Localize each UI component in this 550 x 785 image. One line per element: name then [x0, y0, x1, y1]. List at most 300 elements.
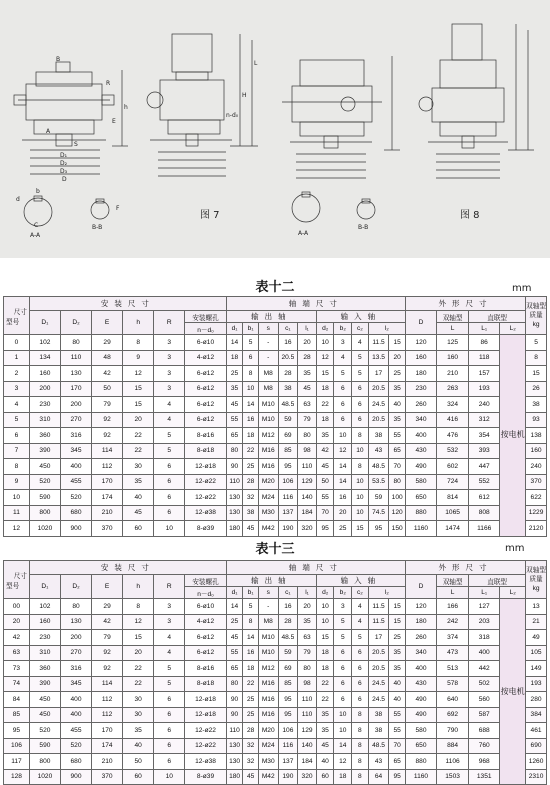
value-cell: 118	[469, 350, 500, 366]
value-cell: 14	[334, 474, 352, 490]
value-cell: 490	[405, 692, 436, 708]
dim-d2: D₂	[60, 160, 68, 167]
value-cell: 85	[278, 676, 298, 692]
value-cell: 137	[278, 505, 298, 521]
value-cell: 3	[334, 335, 352, 351]
value-cell: 38	[526, 397, 547, 413]
value-cell: M42	[258, 769, 278, 785]
value-cell: 13	[526, 599, 547, 615]
value-cell: 884	[437, 738, 469, 754]
value-cell: 640	[437, 692, 469, 708]
value-cell: 95	[278, 707, 298, 723]
value-cell: 180	[405, 366, 436, 382]
dim-r: R	[106, 80, 111, 87]
value-cell: 20	[123, 412, 154, 428]
value-cell: 130	[226, 754, 243, 770]
value-cell: 1474	[437, 521, 469, 537]
value-cell: 560	[469, 692, 500, 708]
value-cell: M16	[258, 676, 278, 692]
value-cell: 370	[92, 521, 123, 537]
value-cell: 74.5	[368, 505, 389, 521]
value-cell: 55	[226, 645, 243, 661]
value-cell: 5	[334, 630, 352, 646]
value-cell: 160	[437, 350, 469, 366]
value-cell: 242	[437, 614, 469, 630]
value-cell: 320	[298, 769, 317, 785]
value-cell: 35	[389, 645, 406, 661]
header-outer-d: D	[405, 311, 436, 335]
value-cell: 520	[29, 474, 60, 490]
table-row	[4, 505, 547, 521]
value-cell: 240	[469, 397, 500, 413]
value-cell: 400	[60, 692, 91, 708]
value-cell: 70	[389, 459, 406, 475]
value-cell: 20	[389, 350, 406, 366]
header-l2: L₂	[500, 587, 526, 599]
model-cell: 73	[4, 661, 30, 677]
header-install: 安装尺寸	[29, 297, 226, 311]
section-bb-label-2: B-B	[358, 224, 369, 231]
value-cell: 513	[437, 661, 469, 677]
value-cell: 25	[226, 366, 243, 382]
header-sub-d2: d₂	[316, 323, 334, 335]
value-cell: 8	[526, 350, 547, 366]
value-cell: 10	[352, 490, 369, 506]
value-cell: 6	[334, 692, 352, 708]
value-cell: 3	[154, 614, 185, 630]
value-cell: 1260	[526, 754, 547, 770]
value-cell: 790	[437, 723, 469, 739]
header-outer-d: D	[405, 575, 436, 599]
value-cell: 20.5	[368, 412, 389, 428]
value-cell: 18	[334, 769, 352, 785]
value-cell: 260	[405, 397, 436, 413]
value-cell: 6	[352, 692, 369, 708]
value-cell: 138	[526, 428, 547, 444]
model-cell: 8	[4, 459, 30, 475]
value-cell: 38	[368, 428, 389, 444]
value-cell: 79	[298, 412, 317, 428]
value-cell: 170	[92, 474, 123, 490]
value-cell: 6	[154, 707, 185, 723]
value-cell: 32	[243, 490, 259, 506]
table-13-title: 表十三	[255, 542, 295, 557]
table-12-title: 表十二	[255, 280, 295, 295]
value-cell: 43	[368, 443, 389, 459]
value-cell: 40	[123, 738, 154, 754]
value-cell: 12	[334, 443, 352, 459]
dim-a: A	[46, 128, 51, 135]
value-cell: 20	[298, 335, 317, 351]
value-cell: 6-ø12	[185, 381, 227, 397]
value-cell: 180	[226, 521, 243, 537]
value-cell: 90	[226, 692, 243, 708]
value-cell: 69	[278, 428, 298, 444]
value-cell: 193	[526, 676, 547, 692]
header-d2: D₂	[60, 311, 91, 335]
value-cell: 120	[389, 505, 406, 521]
value-cell: 112	[92, 707, 123, 723]
header-direct: 直联型	[469, 311, 526, 323]
value-cell: 18	[243, 661, 259, 677]
value-cell: 110	[298, 459, 317, 475]
value-cell: 8	[123, 599, 154, 615]
value-cell: 80	[298, 428, 317, 444]
value-cell: 16	[243, 412, 259, 428]
value-cell: 6	[154, 738, 185, 754]
section-aa-label-2: A-A	[298, 230, 309, 237]
value-cell: 590	[29, 738, 60, 754]
value-cell: 160	[29, 614, 60, 630]
value-cell: 1351	[469, 769, 500, 785]
value-cell: 40	[389, 676, 406, 692]
model-cell: 63	[4, 645, 30, 661]
value-cell: 650	[405, 490, 436, 506]
value-cell: 80	[60, 335, 91, 351]
value-cell: 800	[29, 754, 60, 770]
value-cell: M20	[258, 474, 278, 490]
value-cell: 240	[526, 459, 547, 475]
value-cell: 12-ø22	[185, 490, 227, 506]
table-row	[4, 599, 547, 615]
value-cell: 174	[92, 738, 123, 754]
drawing-fig8-direct-motor	[419, 24, 534, 178]
value-cell: M10	[258, 645, 278, 661]
value-cell: 6	[154, 754, 185, 770]
value-cell: 80	[60, 599, 91, 615]
header-sub-d2: d₂	[316, 587, 334, 599]
value-cell: 110	[60, 350, 91, 366]
table-row	[4, 412, 547, 428]
header-n-d0: n－d₀	[185, 323, 227, 335]
value-cell: 312	[469, 412, 500, 428]
value-cell: 3	[154, 350, 185, 366]
value-cell: 384	[526, 707, 547, 723]
value-cell: 170	[60, 381, 91, 397]
value-cell: M20	[258, 723, 278, 739]
value-cell: 110	[226, 474, 243, 490]
value-cell: 15	[123, 630, 154, 646]
value-cell: 680	[60, 505, 91, 521]
value-cell: 29	[92, 599, 123, 615]
header-sub-b2: b₂	[334, 587, 352, 599]
value-cell: 116	[278, 490, 298, 506]
model-cell: 1	[4, 350, 30, 366]
value-cell: -	[258, 599, 278, 615]
value-cell: 17	[368, 630, 389, 646]
value-cell: 85	[278, 443, 298, 459]
model-cell: 9	[4, 474, 30, 490]
figure-7-label: 图 7	[200, 210, 220, 221]
value-cell: 140	[298, 490, 317, 506]
value-cell: 90	[226, 707, 243, 723]
value-cell: 59	[368, 490, 389, 506]
value-cell: 79	[298, 645, 317, 661]
header-sub-l1: l₁	[298, 587, 317, 599]
value-cell: 38	[243, 505, 259, 521]
value-cell: M12	[258, 661, 278, 677]
value-cell: 5	[352, 630, 369, 646]
header-shaft: 轴端尺寸	[226, 297, 405, 311]
value-cell: 18	[316, 661, 334, 677]
value-cell: 360	[29, 661, 60, 677]
section-bb-label: B-B	[92, 224, 103, 231]
table-row	[4, 428, 547, 444]
table-row	[4, 692, 547, 708]
value-cell: 193	[469, 381, 500, 397]
value-cell: 45	[123, 505, 154, 521]
value-cell: M30	[258, 754, 278, 770]
table-row	[4, 521, 547, 537]
value-cell: 24.5	[368, 397, 389, 413]
value-cell: 10	[334, 428, 352, 444]
model-cell: 12	[4, 521, 30, 537]
value-cell: 370	[526, 474, 547, 490]
value-cell: M8	[258, 366, 278, 382]
table-row	[4, 366, 547, 382]
value-cell: 400	[60, 459, 91, 475]
value-cell: 6	[334, 381, 352, 397]
value-cell: 25	[389, 630, 406, 646]
value-cell: 6-ø12	[185, 630, 227, 646]
value-cell: 92	[92, 661, 123, 677]
table-row	[4, 707, 547, 723]
dim-h-big: H	[242, 92, 247, 99]
header-sub-d1: d₁	[226, 323, 243, 335]
value-cell: 50	[92, 381, 123, 397]
value-cell: M24	[258, 490, 278, 506]
value-cell: 150	[389, 521, 406, 537]
model-cell: 10	[4, 490, 30, 506]
value-cell: 14	[334, 459, 352, 475]
value-cell: 45	[226, 397, 243, 413]
value-cell: 1020	[29, 521, 60, 537]
value-cell: 42	[92, 614, 123, 630]
value-cell: 38	[368, 707, 389, 723]
value-cell: 4	[352, 614, 369, 630]
value-cell: 3	[154, 599, 185, 615]
value-cell: 166	[437, 599, 469, 615]
value-cell: 55	[389, 428, 406, 444]
value-cell: 15	[316, 366, 334, 382]
value-cell: 520	[29, 723, 60, 739]
header-model	[4, 561, 30, 599]
value-cell: 390	[29, 676, 60, 692]
value-cell: 10	[352, 474, 369, 490]
value-cell: 455	[60, 474, 91, 490]
value-cell: 30	[123, 692, 154, 708]
value-cell: 6	[334, 676, 352, 692]
model-cell: 106	[4, 738, 30, 754]
value-cell: M24	[258, 738, 278, 754]
value-cell: 400	[405, 661, 436, 677]
header-l1: L₁	[469, 323, 500, 335]
value-cell: 6-ø10	[185, 599, 227, 615]
model-cell: 128	[4, 769, 30, 785]
value-cell: 12	[316, 350, 334, 366]
value-cell: 130	[226, 738, 243, 754]
value-cell: 3	[334, 599, 352, 615]
value-cell: 63	[298, 397, 317, 413]
header-output-shaft: 输出轴	[226, 311, 316, 323]
value-cell: 55	[316, 490, 334, 506]
value-cell: 184	[298, 754, 317, 770]
value-cell: 16	[278, 599, 298, 615]
value-cell: 6	[154, 505, 185, 521]
value-cell: 70	[389, 738, 406, 754]
header-size-label: 尺寸	[13, 572, 27, 580]
value-cell: 6	[154, 692, 185, 708]
value-cell: 320	[298, 521, 317, 537]
value-cell: 14	[243, 630, 259, 646]
value-cell: 622	[526, 490, 547, 506]
value-cell: 28	[298, 350, 317, 366]
dim-h: h	[124, 104, 128, 111]
value-cell: 12-ø18	[185, 692, 227, 708]
header-double: 双轴型	[437, 575, 469, 587]
value-cell: 112	[92, 459, 123, 475]
value-cell: 45	[243, 769, 259, 785]
value-cell: 10	[316, 614, 334, 630]
table-row	[4, 630, 547, 646]
value-cell: 114	[92, 676, 123, 692]
header-sub-l2: l₂	[368, 587, 405, 599]
header-l1: L₁	[469, 587, 500, 599]
value-cell: 4	[352, 335, 369, 351]
model-cell: 11	[4, 505, 30, 521]
value-cell: 12-ø38	[185, 754, 227, 770]
value-cell: 4	[154, 645, 185, 661]
value-cell: 35	[316, 428, 334, 444]
value-cell: 8	[352, 754, 369, 770]
header-d2: D₂	[60, 575, 91, 599]
header-bolt-holes: 安装螺孔	[185, 311, 227, 323]
value-cell: 22	[316, 676, 334, 692]
value-cell: 90	[226, 459, 243, 475]
value-cell: 106	[278, 723, 298, 739]
technical-drawings	[0, 0, 550, 258]
table-12-unit: mm	[512, 283, 532, 294]
model-cell: 74	[4, 676, 30, 692]
value-cell: 12-ø22	[185, 723, 227, 739]
value-cell: 8-ø39	[185, 521, 227, 537]
figure-8-label: 图 8	[460, 210, 480, 221]
value-cell: 1160	[405, 521, 436, 537]
value-cell: 95	[278, 692, 298, 708]
header-h: h	[123, 575, 154, 599]
value-cell: 6	[154, 723, 185, 739]
header-sub-b1: b₁	[243, 323, 259, 335]
value-cell: 10	[316, 599, 334, 615]
value-cell: 10	[154, 521, 185, 537]
header-e: E	[92, 575, 123, 599]
value-cell: 602	[437, 459, 469, 475]
table-row	[4, 397, 547, 413]
value-cell: 20	[123, 645, 154, 661]
value-cell: 340	[405, 412, 436, 428]
value-cell: 45	[243, 521, 259, 537]
table-row	[4, 490, 547, 506]
header-sub-c2: c₂	[352, 587, 369, 599]
value-cell: 22	[123, 676, 154, 692]
value-cell: 20.5	[368, 661, 389, 677]
model-cell: 00	[4, 599, 30, 615]
value-cell: 35	[389, 661, 406, 677]
value-cell: 520	[60, 738, 91, 754]
value-cell: 112	[92, 692, 123, 708]
value-cell: 49	[526, 630, 547, 646]
value-cell: 45	[316, 738, 334, 754]
header-sub-l2: l₂	[368, 323, 405, 335]
value-cell: 106	[278, 474, 298, 490]
value-cell: 4-ø12	[185, 614, 227, 630]
press-motor-cell: 按电机	[500, 599, 526, 785]
value-cell: 200	[29, 381, 60, 397]
table-row	[4, 350, 547, 366]
header-d1: D₁	[29, 311, 60, 335]
value-cell: 17	[368, 366, 389, 382]
value-cell: 100	[389, 490, 406, 506]
value-cell: M30	[258, 505, 278, 521]
value-cell: 200	[60, 630, 91, 646]
header-h: h	[123, 311, 154, 335]
table-row	[4, 754, 547, 770]
header-input-shaft: 输入轴	[316, 311, 405, 323]
value-cell: 650	[405, 738, 436, 754]
value-cell: 880	[405, 505, 436, 521]
value-cell: 25	[243, 692, 259, 708]
value-cell: 316	[60, 428, 91, 444]
value-cell: 40	[123, 490, 154, 506]
header-model	[4, 297, 30, 335]
model-cell: 4	[4, 397, 30, 413]
header-r: R	[154, 311, 185, 335]
value-cell: 6	[352, 381, 369, 397]
value-cell: 95	[278, 459, 298, 475]
value-cell: 134	[29, 350, 60, 366]
value-cell: 6	[243, 350, 259, 366]
value-cell: 590	[29, 490, 60, 506]
value-cell: 692	[437, 707, 469, 723]
value-cell: 22	[123, 661, 154, 677]
value-cell: 6-ø10	[185, 335, 227, 351]
value-cell: 190	[278, 521, 298, 537]
value-cell: 6	[352, 645, 369, 661]
dim-b: B	[56, 56, 61, 63]
header-sub-d1: d₁	[226, 587, 243, 599]
value-cell: 12-ø38	[185, 505, 227, 521]
header-install: 安装尺寸	[29, 561, 226, 575]
value-cell: 20.5	[368, 645, 389, 661]
value-cell: 760	[469, 738, 500, 754]
header-weight: 双轴型质量 kg	[526, 297, 547, 335]
value-cell: 430	[405, 676, 436, 692]
value-cell: 12	[123, 614, 154, 630]
value-cell: 15	[389, 335, 406, 351]
header-outline: 外形尺寸	[405, 561, 525, 575]
value-cell: 324	[437, 397, 469, 413]
value-cell: 210	[437, 366, 469, 382]
value-cell: 230	[405, 381, 436, 397]
value-cell: 22	[316, 692, 334, 708]
value-cell: 92	[92, 412, 123, 428]
value-cell: 210	[92, 505, 123, 521]
dim-n-d0: n-d₀	[226, 112, 239, 119]
value-cell: 1065	[437, 505, 469, 521]
value-cell: 578	[437, 676, 469, 692]
value-cell: 70	[316, 505, 334, 521]
value-cell: 45	[226, 630, 243, 646]
